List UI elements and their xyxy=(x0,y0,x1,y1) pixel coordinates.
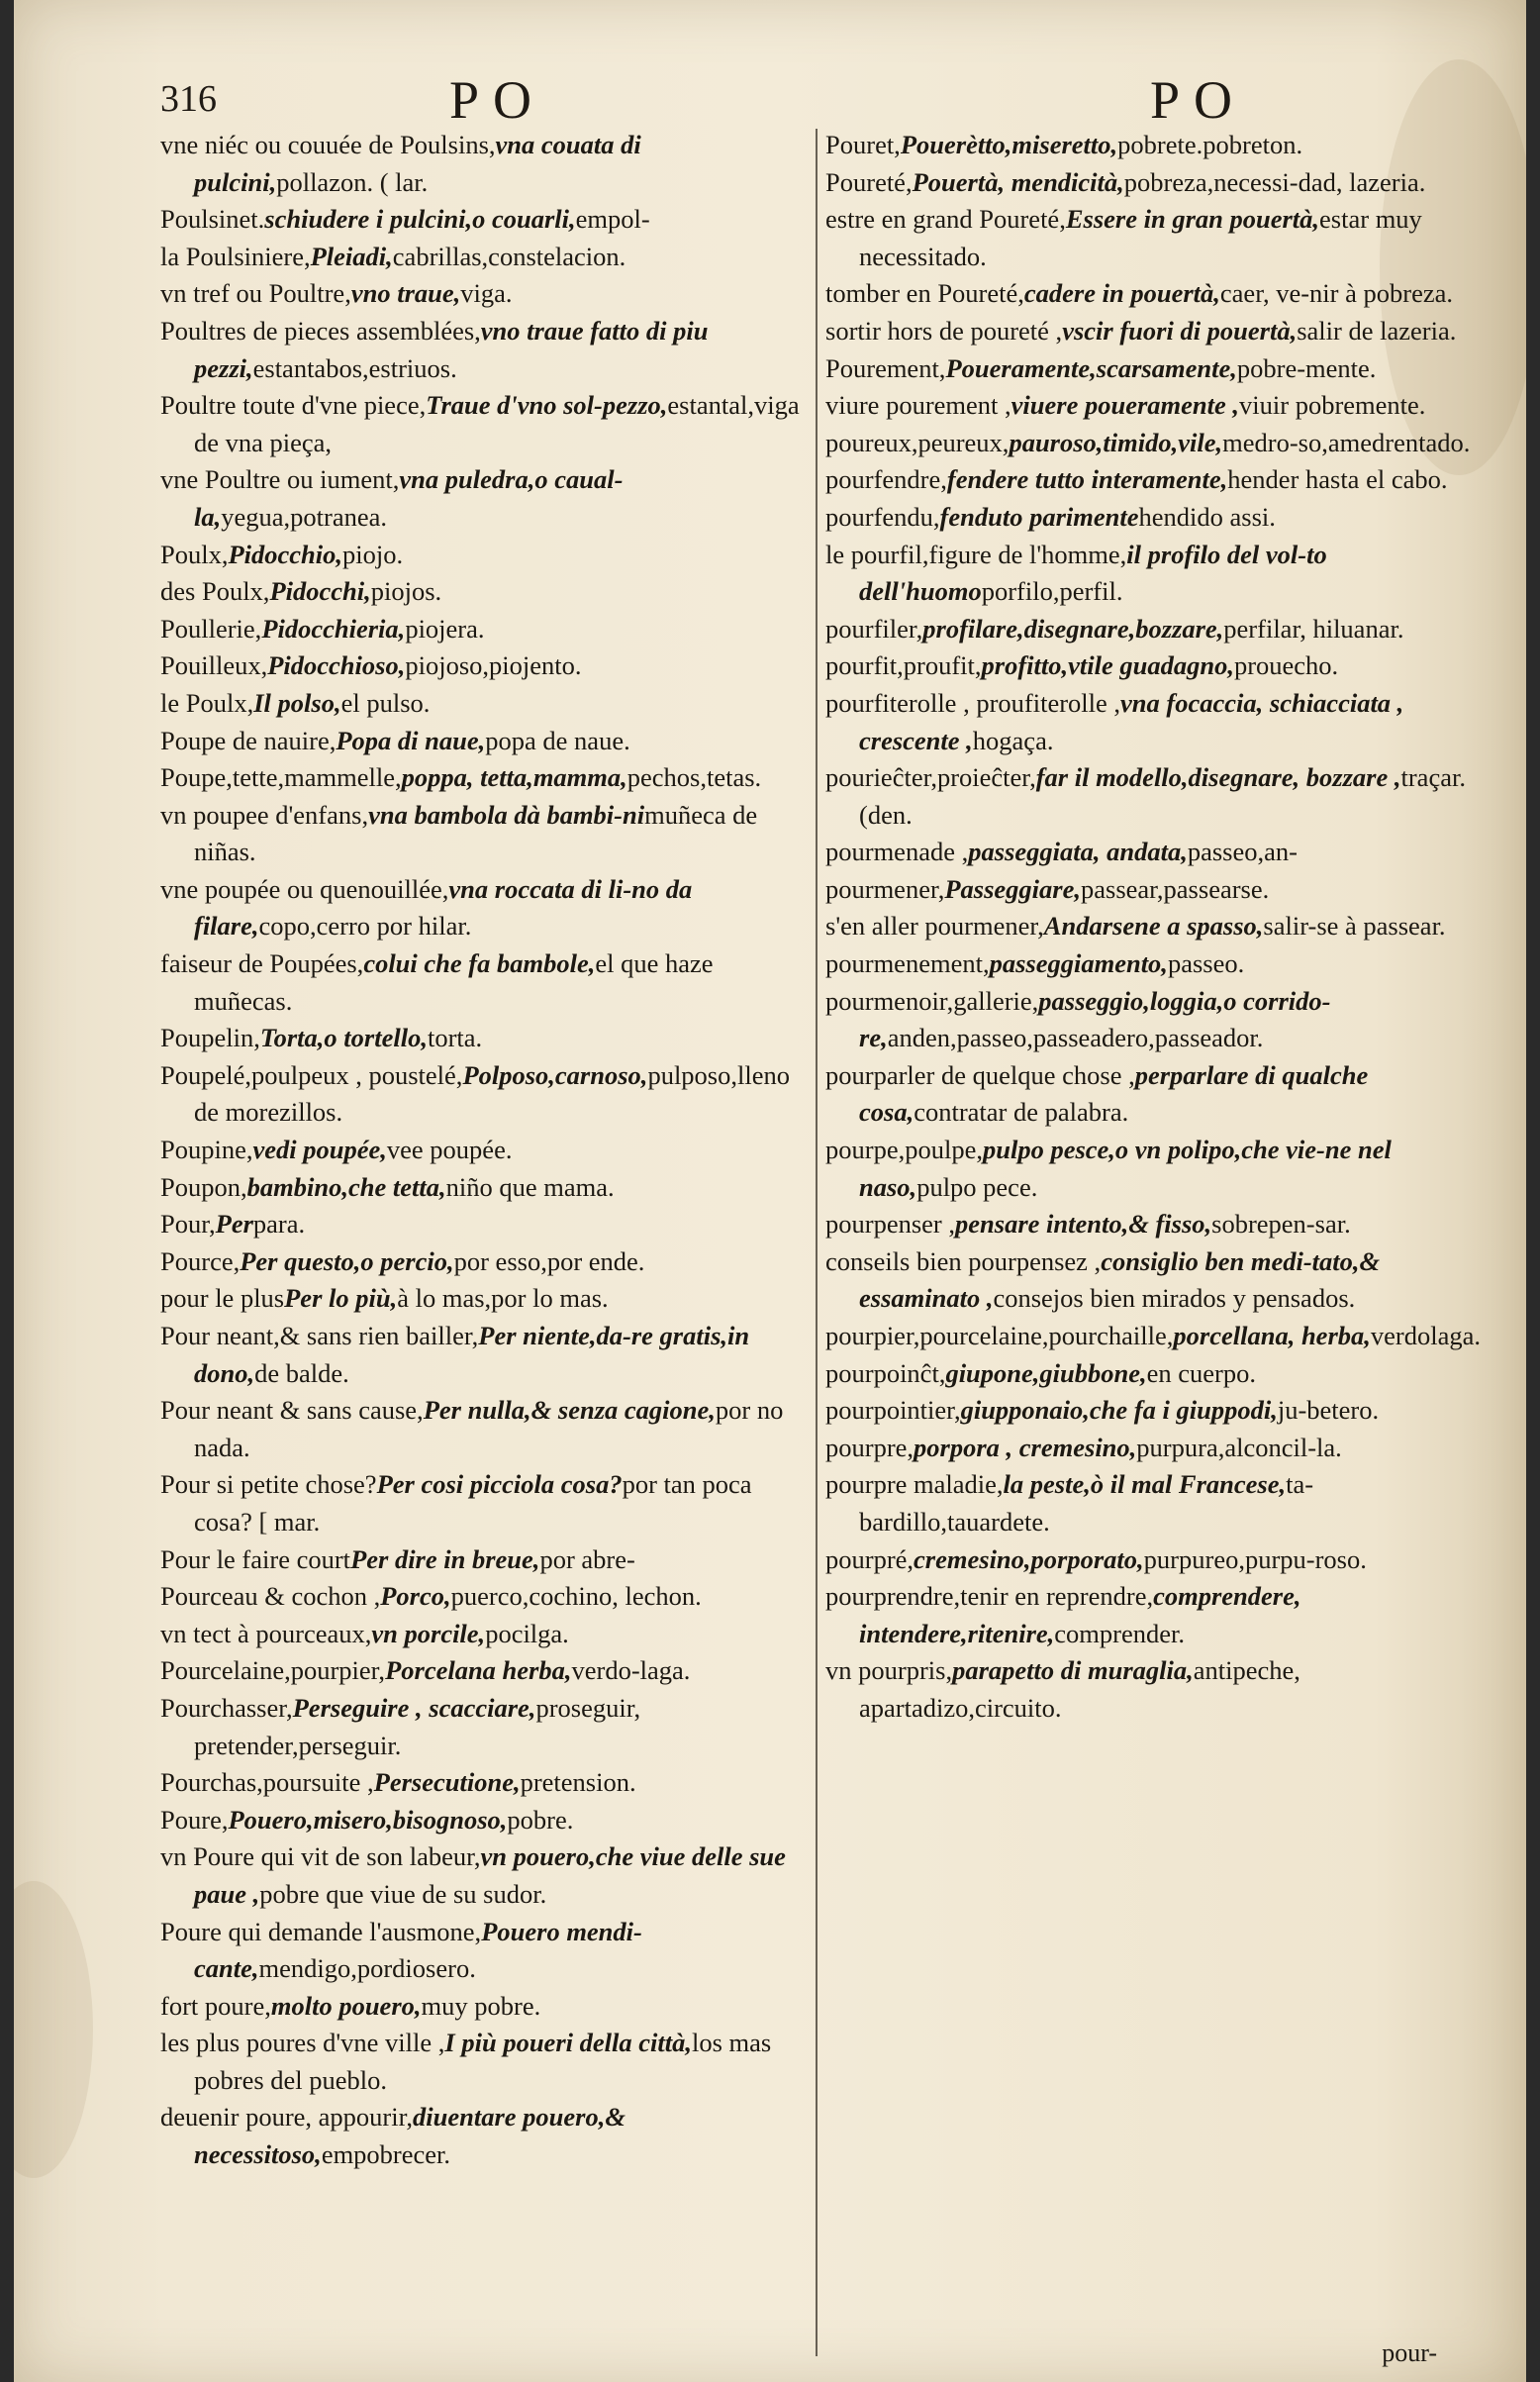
dictionary-entry xyxy=(825,350,1498,388)
italian-translation: profitto,vtile guadagno, xyxy=(981,650,1234,681)
spanish-translation: el pulso. xyxy=(340,687,431,718)
italian-translation: Pouero,misero,bisognoso, xyxy=(228,1804,508,1835)
dictionary-entry xyxy=(160,239,814,276)
dictionary-entry xyxy=(825,759,1498,834)
dictionary-entry xyxy=(160,1616,814,1653)
spanish-translation: passeo. xyxy=(1167,948,1245,979)
spanish-translation: el que haze muñecas. xyxy=(194,948,714,1016)
french-headword: pourieĉter,proieĉter, xyxy=(825,762,1036,793)
spanish-translation: piojera. xyxy=(405,613,485,644)
spanish-translation: pocilga. xyxy=(485,1618,569,1648)
dictionary-entry xyxy=(160,1132,814,1169)
italian-translation: Polposo,carnoso, xyxy=(462,1059,648,1090)
italian-translation: consiglio ben medi-tato,& essaminato , xyxy=(859,1245,1381,1314)
spanish-translation: pobreza,necessi-dad, lazeria. xyxy=(1123,166,1426,197)
dictionary-entry xyxy=(825,275,1498,313)
dictionary-entry xyxy=(160,1206,814,1243)
dictionary-entry xyxy=(160,127,814,201)
dictionary-entry xyxy=(825,1430,1498,1467)
dictionary-entry xyxy=(160,1578,814,1616)
spanish-translation: hogaça. xyxy=(972,725,1054,755)
italian-translation: poppa, tetta,mamma, xyxy=(401,762,627,793)
french-headword: Poulsinet. xyxy=(160,204,265,235)
dictionary-entry xyxy=(160,1169,814,1207)
dictionary-entry xyxy=(825,127,1498,164)
french-headword: pourpe,poulpe, xyxy=(825,1135,983,1165)
italian-translation: Pidocchieria, xyxy=(261,613,406,644)
italian-translation: Pidocchio, xyxy=(228,539,343,569)
dictionary-entry xyxy=(825,537,1498,611)
french-headword: Pourement, xyxy=(825,352,946,383)
spanish-translation: torta. xyxy=(427,1023,483,1053)
italian-translation: cadere in pouertà, xyxy=(1023,278,1220,309)
french-headword: Pour, xyxy=(160,1209,216,1240)
french-headword: pourmener, xyxy=(825,873,945,904)
dictionary-entry xyxy=(160,275,814,313)
italian-translation: la peste,ò il mal Francese, xyxy=(1003,1469,1287,1500)
dictionary-entry xyxy=(160,723,814,760)
paper-stain xyxy=(14,1881,93,2178)
french-headword: Poultre toute d'vne piece, xyxy=(160,390,427,421)
italian-translation: Pouerètto,miseretto, xyxy=(900,130,1118,159)
italian-translation: passeggiamento, xyxy=(989,948,1168,979)
spanish-translation: por esso,por ende. xyxy=(453,1245,645,1276)
french-headword: pourprendre,tenir en reprendre, xyxy=(825,1581,1154,1612)
french-headword: vn tref ou Poultre, xyxy=(160,278,351,309)
dictionary-entry xyxy=(160,1020,814,1057)
french-headword: vn Poure qui vit de son labeur, xyxy=(160,1841,481,1872)
french-headword: pourpre maladie, xyxy=(825,1469,1004,1500)
spanish-translation: sobrepen-sar. xyxy=(1211,1209,1351,1240)
spanish-translation: caer, ve-nir à pobreza. xyxy=(1219,278,1453,309)
italian-translation: il profilo del vol-to dell'huomo xyxy=(859,539,1327,607)
french-headword: sortir hors de poureté , xyxy=(825,315,1063,346)
dictionary-entry xyxy=(160,537,814,574)
spanish-translation: para. xyxy=(252,1209,306,1240)
italian-translation: vscir fuori di pouertà, xyxy=(1062,315,1298,346)
french-headword: vn poupee d'enfans, xyxy=(160,799,369,830)
spanish-translation: prouecho. xyxy=(1233,650,1339,681)
spanish-translation: por no nada. xyxy=(194,1395,784,1462)
italian-translation: far il modello,disegnare, bozzare , xyxy=(1035,762,1401,793)
italian-translation: Poueramente,scarsamente, xyxy=(945,352,1237,383)
dictionary-entry xyxy=(825,945,1498,983)
spanish-translation: à lo mas,por lo mas. xyxy=(397,1283,609,1314)
running-head xyxy=(14,69,1526,129)
spanish-translation: por abre- xyxy=(539,1543,635,1574)
dictionary-entry xyxy=(825,983,1498,1057)
french-headword: Pour le faire court xyxy=(160,1543,351,1574)
french-headword: deuenir poure, appourir, xyxy=(160,2102,414,2133)
column-divider xyxy=(816,129,818,2356)
left-column xyxy=(160,127,814,2174)
french-headword: Pourchasser, xyxy=(160,1692,293,1723)
italian-translation: giupone,giubbone, xyxy=(945,1357,1147,1388)
italian-translation: pulpo pesce,o vn polipo,che vie-ne nel naso, xyxy=(859,1135,1392,1202)
italian-translation: vna puledra,o caual-la, xyxy=(194,464,624,532)
dictionary-entry xyxy=(825,1355,1498,1393)
italian-translation: Passeggiare, xyxy=(944,873,1081,904)
spanish-translation: consejos bien mirados y pensados. xyxy=(993,1283,1356,1314)
dictionary-entry xyxy=(160,1243,814,1281)
dictionary-entry xyxy=(825,1578,1498,1652)
spanish-translation: comprender. xyxy=(1054,1618,1185,1648)
french-headword: poureux,peureux, xyxy=(825,427,1010,457)
spanish-translation: purpureo,purpu-roso. xyxy=(1143,1543,1367,1574)
spanish-translation: muñeca de niñas. xyxy=(194,799,758,867)
spanish-translation: ju-betero. xyxy=(1277,1395,1380,1426)
italian-translation: schiudere i pulcini,o couarli, xyxy=(264,204,576,235)
spanish-translation: de balde. xyxy=(254,1357,349,1388)
dictionary-entry xyxy=(825,647,1498,685)
french-headword: Pource, xyxy=(160,1245,241,1276)
italian-translation: Porco, xyxy=(380,1581,451,1612)
french-headword: Pourchas,poursuite , xyxy=(160,1767,374,1798)
italian-translation: Pouero mendi-cante, xyxy=(194,1916,642,1984)
italian-translation: profilare,disegnare,bozzare, xyxy=(922,613,1224,644)
french-headword: Poupe,tette,mammelle, xyxy=(160,762,402,793)
dictionary-entry xyxy=(825,461,1498,499)
italian-translation: Pidocchi, xyxy=(269,576,371,607)
french-headword: vne Poultre ou iument, xyxy=(160,464,400,495)
french-headword: estre en grand Poureté, xyxy=(825,204,1066,235)
french-headword: viure pourement , xyxy=(825,390,1011,421)
left-column-head: PO xyxy=(449,70,546,130)
italian-translation: molto pouero, xyxy=(270,1990,422,2021)
dictionary-entry xyxy=(825,425,1498,462)
spanish-translation: estar muy necessitado. xyxy=(859,204,1422,271)
spanish-translation: pobre. xyxy=(507,1804,574,1835)
dictionary-entry xyxy=(160,647,814,685)
french-headword: Pouilleux, xyxy=(160,650,268,681)
spanish-translation: perfilar, hiluanar. xyxy=(1223,613,1404,644)
italian-translation: pauroso,timido,vile, xyxy=(1009,427,1223,457)
dictionary-entry xyxy=(160,313,814,387)
catchword: pour- xyxy=(1382,2338,1437,2367)
dictionary-entry xyxy=(160,611,814,648)
italian-translation: colui che fa bambole, xyxy=(363,948,596,979)
dictionary-entry xyxy=(160,1541,814,1579)
dictionary-entry xyxy=(160,461,814,536)
italian-translation: perparlare di qualche cosa, xyxy=(859,1059,1369,1128)
dictionary-entry xyxy=(160,1392,814,1466)
dictionary-entry xyxy=(160,1802,814,1839)
dictionary-entry xyxy=(825,164,1498,202)
french-headword: pourfendu, xyxy=(825,501,940,532)
dictionary-entry xyxy=(160,2025,814,2099)
dictionary-entry xyxy=(160,1318,814,1392)
french-headword: tomber en Poureté, xyxy=(825,278,1024,309)
italian-translation: porpora , cremesino, xyxy=(914,1432,1137,1462)
dictionary-entry xyxy=(825,685,1498,759)
italian-translation: vna couata di pulcini, xyxy=(194,130,641,197)
italian-translation: vna bambola dà bambi-ni xyxy=(368,799,645,830)
dictionary-entry xyxy=(160,1690,814,1764)
italian-translation: vedi poupée, xyxy=(252,1135,387,1165)
french-headword: pour le plus xyxy=(160,1283,285,1314)
french-headword: Poupelin, xyxy=(160,1023,260,1053)
italian-translation: pensare intento,& fisso, xyxy=(955,1209,1212,1240)
spanish-translation: passear,passearse. xyxy=(1081,873,1270,904)
spanish-translation: por tan poca cosa? [ mar. xyxy=(194,1469,752,1537)
spanish-translation: hender hasta el cabo. xyxy=(1227,464,1448,495)
italian-translation: Torta,o tortello, xyxy=(259,1023,428,1053)
italian-translation: Per xyxy=(215,1209,253,1240)
french-headword: pourpenser , xyxy=(825,1209,955,1240)
french-headword: Poure, xyxy=(160,1804,229,1835)
spanish-translation: cabrillas,constelacion. xyxy=(392,241,626,271)
dictionary-entry xyxy=(825,1652,1498,1727)
french-headword: Poultres de pieces assemblées, xyxy=(160,315,481,346)
french-headword: Pour si petite chose? xyxy=(160,1469,377,1500)
french-headword: vne niéc ou couuée de Poulsins, xyxy=(160,130,496,159)
spanish-translation: muy pobre. xyxy=(421,1990,541,2021)
italian-translation: Porcelana herba, xyxy=(385,1655,572,1686)
french-headword: pourpier,pourcelaine,pourchaille, xyxy=(825,1321,1174,1350)
french-headword: fort poure, xyxy=(160,1990,271,2021)
french-headword: Poupelé,poulpeux , poustelé, xyxy=(160,1059,463,1090)
italian-translation: passeggio,loggia,o corrido-re, xyxy=(859,985,1331,1053)
spanish-translation: pollazon. ( lar. xyxy=(276,166,429,197)
spanish-translation: estantal,viga de vna pieça, xyxy=(194,390,800,457)
french-headword: Poullerie, xyxy=(160,613,262,644)
dictionary-entry xyxy=(160,573,814,611)
french-headword: la Poulsiniere, xyxy=(160,241,311,271)
french-headword: pourpointier, xyxy=(825,1395,961,1426)
spanish-translation: salir-se à passear. xyxy=(1263,911,1446,942)
french-headword: pourpré, xyxy=(825,1543,914,1574)
french-headword: vn pourpris, xyxy=(825,1655,953,1686)
dictionary-entry xyxy=(160,2099,814,2173)
italian-translation: fendere tutto interamente, xyxy=(946,464,1228,495)
dictionary-entry xyxy=(825,908,1498,945)
dictionary-entry xyxy=(160,945,814,1020)
book-page xyxy=(14,0,1526,2382)
right-column-head: PO xyxy=(1150,70,1247,130)
italian-translation: Andarsene a spasso, xyxy=(1043,911,1264,942)
dictionary-entry xyxy=(160,201,814,239)
italian-translation: fenduto parimente xyxy=(939,501,1139,532)
dictionary-entry xyxy=(825,1392,1498,1430)
spanish-translation: purpura,alconcil-la. xyxy=(1136,1432,1342,1462)
italian-translation: Per nulla,& senza cagione, xyxy=(423,1395,716,1426)
italian-translation: Pidocchioso, xyxy=(267,650,406,681)
italian-translation: vno traue fatto di piu pezzi, xyxy=(194,315,709,383)
spanish-translation: pretension. xyxy=(520,1767,636,1798)
italian-translation: Traue d'vno sol-pezzo, xyxy=(426,390,668,421)
spanish-translation: empol- xyxy=(575,204,650,235)
dictionary-entry xyxy=(825,387,1498,425)
right-column xyxy=(825,127,1498,1728)
italian-translation: Pleiadi, xyxy=(310,241,393,271)
spanish-translation: yegua,potranea. xyxy=(221,501,387,532)
italian-translation: porcellana, herba, xyxy=(1173,1321,1371,1350)
italian-translation: giupponaio,che fa i giuppodi, xyxy=(960,1395,1278,1426)
spanish-translation: medro-so,amedrentado. xyxy=(1222,427,1471,457)
french-headword: pourparler de quelque chose , xyxy=(825,1059,1135,1090)
dictionary-entry xyxy=(825,1132,1498,1206)
italian-translation: cremesino,porporato, xyxy=(914,1543,1144,1574)
spanish-translation: pobre-mente. xyxy=(1236,352,1377,383)
spanish-translation: pechos,tetas. xyxy=(626,762,762,793)
spanish-translation: proseguir, pretender,perseguir. xyxy=(194,1692,641,1760)
french-headword: s'en aller pourmener, xyxy=(825,911,1044,942)
french-headword: pourmenement, xyxy=(825,948,990,979)
dictionary-entry xyxy=(825,1057,1498,1132)
dictionary-entry xyxy=(160,1280,814,1318)
italian-translation: vn pouero,che viue delle sue paue , xyxy=(194,1841,786,1909)
dictionary-entry xyxy=(160,871,814,945)
italian-translation: Popa di naue, xyxy=(336,725,486,755)
spanish-translation: los mas pobres del pueblo. xyxy=(194,2028,772,2095)
french-headword: Pourcelaine,pourpier, xyxy=(160,1655,386,1686)
french-headword: pourfiler, xyxy=(825,613,923,644)
italian-translation: bambino,che tetta, xyxy=(246,1171,446,1202)
dictionary-entry xyxy=(825,1243,1498,1318)
french-headword: Pouret, xyxy=(825,130,901,159)
italian-translation: Per lo più, xyxy=(284,1283,398,1314)
spanish-translation: viga. xyxy=(460,278,513,309)
french-headword: pourpre, xyxy=(825,1432,914,1462)
french-headword: Poure qui demande l'ausmone, xyxy=(160,1916,482,1946)
spanish-translation: copo,cerro por hilar. xyxy=(258,911,472,942)
dictionary-entry xyxy=(160,1466,814,1540)
french-headword: Poureté, xyxy=(825,166,913,197)
spanish-translation: porfilo,perfil. xyxy=(981,576,1123,607)
dictionary-entry xyxy=(825,611,1498,648)
italian-translation: Per cosi picciola cosa? xyxy=(376,1469,623,1500)
dictionary-entry xyxy=(825,201,1498,275)
french-headword: Pour neant & sans cause, xyxy=(160,1395,424,1426)
spanish-translation: contratar de palabra. xyxy=(914,1097,1129,1128)
italian-translation: Per questo,o percio, xyxy=(240,1245,454,1276)
spanish-translation: puerco,cochino, lechon. xyxy=(450,1581,702,1612)
dictionary-entry xyxy=(825,499,1498,537)
dictionary-entry xyxy=(825,1318,1498,1355)
spanish-translation: niño que mama. xyxy=(445,1171,615,1202)
italian-translation: passeggiata, andata, xyxy=(968,837,1188,867)
spanish-translation: anden,passeo,passeadero,passeador. xyxy=(887,1023,1264,1053)
french-headword: pourfendre, xyxy=(825,464,947,495)
italian-translation: vn porcile, xyxy=(371,1618,486,1648)
french-headword: le pourfil,figure de l'homme, xyxy=(825,539,1127,569)
french-headword: Poupine, xyxy=(160,1135,253,1165)
spanish-translation: traçar. (den. xyxy=(859,762,1466,830)
dictionary-entry xyxy=(160,1652,814,1690)
dictionary-entry xyxy=(825,1466,1498,1540)
french-headword: Poulx, xyxy=(160,539,229,569)
french-headword: vn tect à pourceaux, xyxy=(160,1618,372,1648)
dictionary-entry xyxy=(160,759,814,797)
dictionary-entry xyxy=(160,1838,814,1913)
french-headword: Poupe de nauire, xyxy=(160,725,337,755)
italian-translation: Per niente,da-re gratis,in dono, xyxy=(194,1321,750,1388)
dictionary-entry xyxy=(160,1914,814,1988)
dictionary-entry xyxy=(825,1206,1498,1243)
dictionary-entry xyxy=(160,797,814,871)
french-headword: des Poulx, xyxy=(160,576,270,607)
dictionary-entry xyxy=(160,1057,814,1132)
italian-translation: Pouertà, mendicità, xyxy=(912,166,1124,197)
italian-translation: viuere poueramente , xyxy=(1011,390,1240,421)
french-headword: vne poupée ou quenouillée, xyxy=(160,873,449,904)
italian-translation: comprendere, intendere,ritenire, xyxy=(859,1581,1301,1648)
spanish-translation: verdolaga. xyxy=(1370,1321,1481,1350)
spanish-translation: ta-bardillo,tauardete. xyxy=(859,1469,1314,1537)
spanish-translation: hendido assi. xyxy=(1138,501,1276,532)
french-headword: pourfit,proufit, xyxy=(825,650,982,681)
french-headword: Pourceau & cochon , xyxy=(160,1581,381,1612)
italian-translation: vno traue, xyxy=(350,278,461,309)
dictionary-entry xyxy=(160,685,814,723)
spanish-translation: antipeche, apartadizo,circuito. xyxy=(859,1655,1300,1723)
french-headword: pourfiterolle , proufiterolle , xyxy=(825,687,1121,718)
spanish-translation: passeo,an- xyxy=(1187,837,1298,867)
french-headword: pourpoinĉt, xyxy=(825,1357,946,1388)
dictionary-entry xyxy=(160,1988,814,2026)
spanish-translation: piojos. xyxy=(370,576,442,607)
italian-translation: Il polso, xyxy=(253,687,341,718)
italian-translation: Perseguire , scacciare, xyxy=(292,1692,536,1723)
spanish-translation: en cuerpo. xyxy=(1146,1357,1257,1388)
dictionary-entry xyxy=(160,387,814,461)
dictionary-entry xyxy=(825,871,1498,909)
dictionary-entry xyxy=(825,313,1498,350)
dictionary-entry xyxy=(825,1541,1498,1579)
french-headword: les plus poures d'vne ville , xyxy=(160,2028,445,2058)
spanish-translation: empobrecer. xyxy=(321,2139,451,2170)
italian-translation: Persecutione, xyxy=(373,1767,521,1798)
italian-translation: diuentare pouero,& necessitoso, xyxy=(194,2102,626,2170)
spanish-translation: salir de lazeria. xyxy=(1297,315,1457,346)
french-headword: pourmenoir,gallerie, xyxy=(825,985,1039,1016)
spanish-translation: pobre que viue de su sudor. xyxy=(259,1878,547,1909)
french-headword: faiseur de Poupées, xyxy=(160,948,364,979)
french-headword: conseils bien pourpensez , xyxy=(825,1245,1102,1276)
italian-translation: Per dire in breue, xyxy=(350,1543,540,1574)
spanish-translation: viuir pobremente. xyxy=(1239,390,1426,421)
italian-translation: parapetto di muraglia, xyxy=(952,1655,1194,1686)
page-number: 316 xyxy=(160,78,217,120)
italian-translation: I più poueri della città, xyxy=(444,2028,692,2058)
french-headword: le Poulx, xyxy=(160,687,254,718)
spanish-translation: estantabos,estriuos. xyxy=(252,352,457,383)
italian-translation: Essere in gran pouertà, xyxy=(1065,204,1320,235)
spanish-translation: popa de naue. xyxy=(485,725,630,755)
italian-translation: vna focaccia, schiacciata , crescente , xyxy=(859,687,1404,755)
spanish-translation: pulposo,lleno de morezillos. xyxy=(194,1059,790,1128)
spanish-translation: piojoso,piojento. xyxy=(405,650,582,681)
french-headword: pourmenade , xyxy=(825,837,969,867)
french-headword: Pour neant,& sans rien bailler, xyxy=(160,1321,479,1350)
spanish-translation: pulpo pece. xyxy=(916,1171,1038,1202)
dictionary-entry xyxy=(160,1764,814,1802)
spanish-translation: vee poupée. xyxy=(386,1135,513,1165)
spanish-translation: pobrete.pobreton. xyxy=(1117,130,1303,159)
dictionary-entry xyxy=(825,834,1498,871)
spanish-translation: mendigo,pordiosero. xyxy=(258,1953,476,1984)
french-headword: Poupon, xyxy=(160,1171,247,1202)
spanish-translation: verdo-laga. xyxy=(571,1655,691,1686)
italian-translation: vna roccata di li-no da filare, xyxy=(194,873,693,942)
spanish-translation: piojo. xyxy=(342,539,404,569)
